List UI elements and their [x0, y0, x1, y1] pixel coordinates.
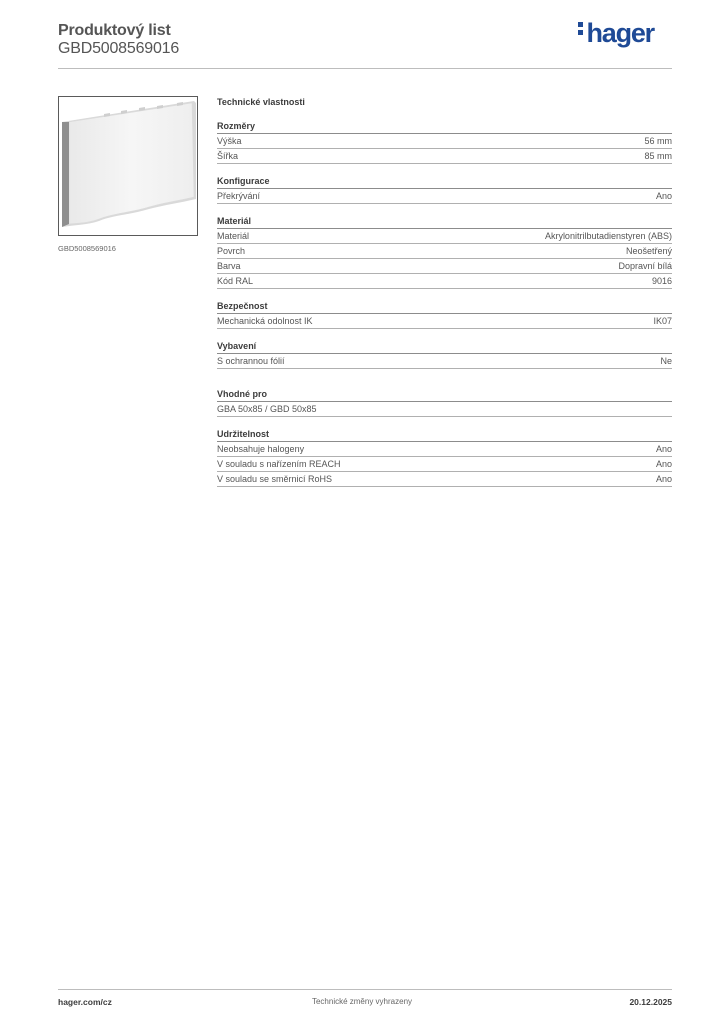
logo-dots-icon: [578, 19, 584, 38]
footer-date: 20.12.2025: [629, 997, 672, 1007]
spec-value: Ano: [655, 459, 672, 469]
page-title: Produktový list: [58, 22, 171, 39]
section-vybaveni: [217, 339, 672, 369]
spec-row: [217, 314, 672, 329]
image-caption: GBD5008569016: [58, 244, 116, 253]
footer-website-link[interactable]: hager.com/cz: [58, 997, 112, 1007]
header-divider: [58, 68, 672, 69]
spec-row: [217, 259, 672, 274]
spec-row: [217, 442, 672, 457]
product-image: [58, 96, 198, 236]
section-heading: Vybavení: [217, 339, 672, 354]
section-konfigurace: [217, 174, 672, 204]
spec-label: V souladu se směrnicí RoHS: [217, 474, 333, 484]
spec-label: GBA 50x85 / GBD 50x85: [217, 404, 317, 414]
specs-title: Technické vlastnosti: [217, 97, 305, 107]
logo-text: hager: [586, 18, 654, 48]
section-heading: Udržitelnost: [217, 427, 672, 442]
section-material: [217, 214, 672, 289]
hager-logo[interactable]: [578, 18, 654, 49]
spec-label: Barva: [217, 261, 241, 271]
spec-label: V souladu s nařízením REACH: [217, 459, 341, 469]
spec-value: Akrylonitrilbutadienstyren (ABS): [544, 231, 672, 241]
spec-label: Překrývání: [217, 191, 261, 201]
spec-value: Ano: [655, 474, 672, 484]
spec-label: Šířka: [217, 151, 239, 161]
spec-label: Mechanická odolnost IK: [217, 316, 313, 326]
spec-row: [217, 149, 672, 164]
section-udrzitelnost: [217, 427, 672, 487]
spec-row: [217, 472, 672, 487]
spec-row: [217, 189, 672, 204]
spec-row: [217, 229, 672, 244]
cover-plate-illustration: [59, 97, 197, 235]
section-rozmery: [217, 119, 672, 164]
spec-value: IK07: [653, 316, 672, 326]
spec-label: Neobsahuje halogeny: [217, 444, 305, 454]
spec-label: Povrch: [217, 246, 246, 256]
section-bezpecnost: [217, 299, 672, 329]
spec-value: Ano: [655, 191, 672, 201]
spec-value: 9016: [651, 276, 672, 286]
spec-value: Ne: [660, 356, 672, 366]
spec-value: 85 mm: [644, 151, 672, 161]
spec-row: [217, 244, 672, 259]
technical-specs: [217, 95, 672, 497]
section-vhodne-pro: [217, 387, 672, 417]
section-heading: Vhodné pro: [217, 387, 672, 402]
spec-label: Výška: [217, 136, 242, 146]
spec-value: Ano: [655, 444, 672, 454]
spec-value: Dopravní bílá: [618, 261, 672, 271]
spec-value: Neošetřený: [625, 246, 672, 256]
section-heading: Materiál: [217, 214, 672, 229]
spec-row: [217, 354, 672, 369]
section-heading: Bezpečnost: [217, 299, 672, 314]
spec-label: S ochrannou fólií: [217, 356, 285, 366]
spec-label: Materiál: [217, 231, 250, 241]
section-heading: Konfigurace: [217, 174, 672, 189]
page-header: [58, 20, 672, 70]
spec-value: 56 mm: [644, 136, 672, 146]
footer-divider: [58, 989, 672, 990]
spec-row: [217, 457, 672, 472]
spec-row: [217, 402, 672, 417]
section-heading: Rozměry: [217, 119, 672, 134]
product-code: GBD5008569016: [58, 40, 180, 57]
spec-row: [217, 134, 672, 149]
footer-note: Technické změny vyhrazeny: [311, 997, 413, 1006]
spec-row: [217, 274, 672, 289]
spec-label: Kód RAL: [217, 276, 254, 286]
